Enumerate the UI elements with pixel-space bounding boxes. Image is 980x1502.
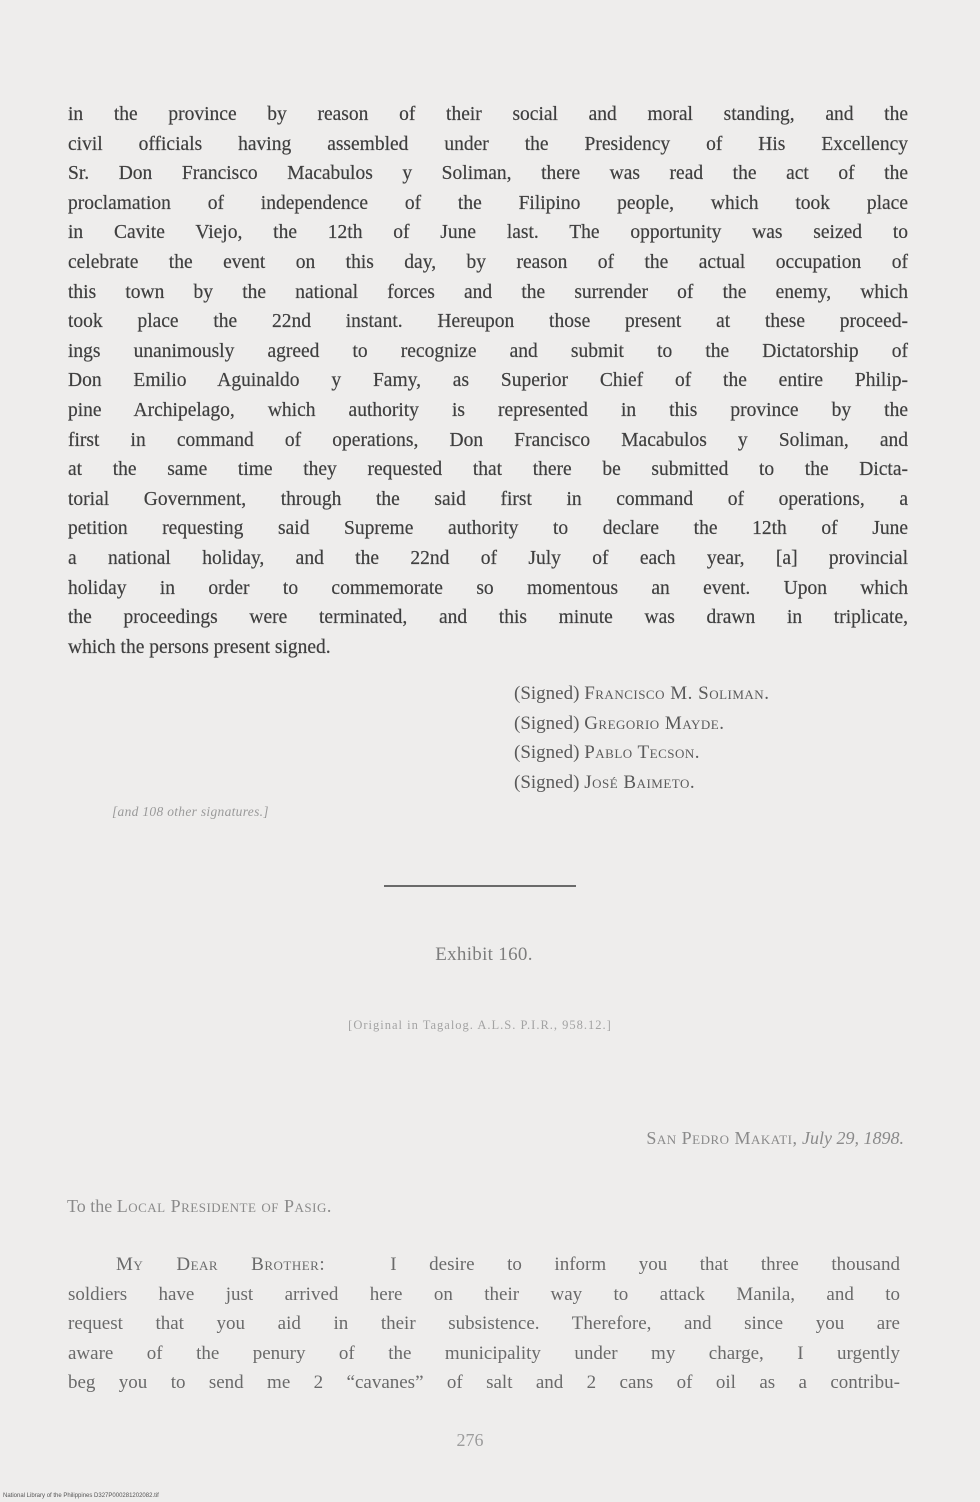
body-line: which the persons present signed.	[68, 636, 331, 658]
letter-line: beg you to send me 2 “cavanes” of salt and 2 cans of oil as a contribu-	[68, 1372, 900, 1393]
salutation: My Dear Brother:	[116, 1254, 326, 1275]
body-line: ings unanimously agreed to recognize and submit to the Dictatorship of	[68, 340, 908, 362]
signature-block	[514, 679, 769, 797]
original-source-note: [Original in Tagalog. A.L.S. P.I.R., 958.12.]	[348, 1018, 612, 1032]
body-line: this town by the national forces and the surrender of the enemy, which	[68, 281, 908, 303]
signed-prefix: (Signed)	[514, 683, 580, 704]
letter-line-text: I desire to inform you that three thousand	[390, 1254, 900, 1275]
page-number: 276	[456, 1430, 484, 1450]
body-line: took place the 22nd instant. Hereupon those present at these proceed-	[68, 311, 908, 333]
section-divider	[384, 885, 576, 887]
body-line: the proceedings were terminated, and this minute was drawn in triplicate,	[68, 607, 908, 629]
addressee-prefix: To the	[67, 1196, 113, 1216]
body-line: proclamation of independence of the Filipino people, which took place	[68, 192, 908, 214]
body-line: petition requesting said Supreme authority to declare the 12th of June	[68, 518, 908, 540]
signed-prefix: (Signed)	[514, 742, 580, 763]
letter-date: July 29, 1898.	[802, 1128, 904, 1148]
signature-line	[514, 709, 769, 739]
signature-line	[514, 768, 769, 798]
scan-footer: National Library of the Philippines D327P000281202082.tif	[3, 1493, 159, 1499]
signatory-name: José Baimeto.	[584, 771, 696, 793]
body-line: in Cavite Viejo, the 12th of June last. The opportunity was seized to	[68, 222, 908, 244]
body-line: a national holiday, and the 22nd of July of each year, [a] provincial	[68, 547, 908, 569]
body-line: Sr. Don Francisco Macabulos y Soliman, there was read the act of the	[68, 163, 908, 185]
signatory-name: Pablo Tecson.	[584, 742, 701, 763]
signatory-name: Gregorio Mayde.	[584, 712, 725, 734]
body-line: celebrate the event on this day, by reason of the actual occupation of	[68, 251, 908, 273]
signature-line	[514, 679, 769, 709]
signatory-name: Francisco M. Soliman.	[584, 683, 770, 704]
body-line: in the province by reason of their social and moral standing, and the	[68, 104, 908, 125]
letter-line: soldiers have just arrived here on their way to attack Manila, and to	[68, 1283, 900, 1305]
minute-paragraph	[68, 100, 908, 662]
signed-prefix: (Signed)	[514, 712, 580, 734]
body-line: torial Government, through the said first in command of operations, a	[68, 488, 908, 510]
signed-prefix: (Signed)	[514, 771, 580, 793]
letter-dateline	[646, 1128, 904, 1149]
letter-line: aware of the penury of the municipality under my charge, I urgently	[68, 1342, 900, 1364]
letter-line: request that you aid in their subsistence. Therefore, and since you are	[68, 1313, 900, 1334]
exhibit-title: Exhibit 160.	[435, 944, 533, 965]
signature-line	[514, 738, 769, 768]
body-line: first in command of operations, Don Francisco Macabulos y Soliman, and	[68, 429, 908, 451]
addressee-name: Local Presidente of Pasig.	[116, 1196, 332, 1216]
other-signatures-note: [and 108 other signatures.]	[112, 804, 269, 819]
body-line: holiday in order to commemorate so momentous an event. Upon which	[68, 577, 908, 599]
body-line: at the same time they requested that there be submitted to the Dicta-	[68, 459, 908, 481]
letter-addressee	[67, 1196, 332, 1217]
body-line: pine Archipelago, which authority is represented in this province by the	[68, 399, 908, 421]
letter-place: San Pedro Makati,	[646, 1128, 798, 1148]
body-line: civil officials having assembled under the Presidency of His Excellency	[68, 133, 908, 155]
letter-line	[68, 1250, 900, 1280]
body-line: Don Emilio Aguinaldo y Famy, as Superior Chief of the entire Philip-	[68, 370, 908, 392]
letter-body	[68, 1250, 900, 1398]
